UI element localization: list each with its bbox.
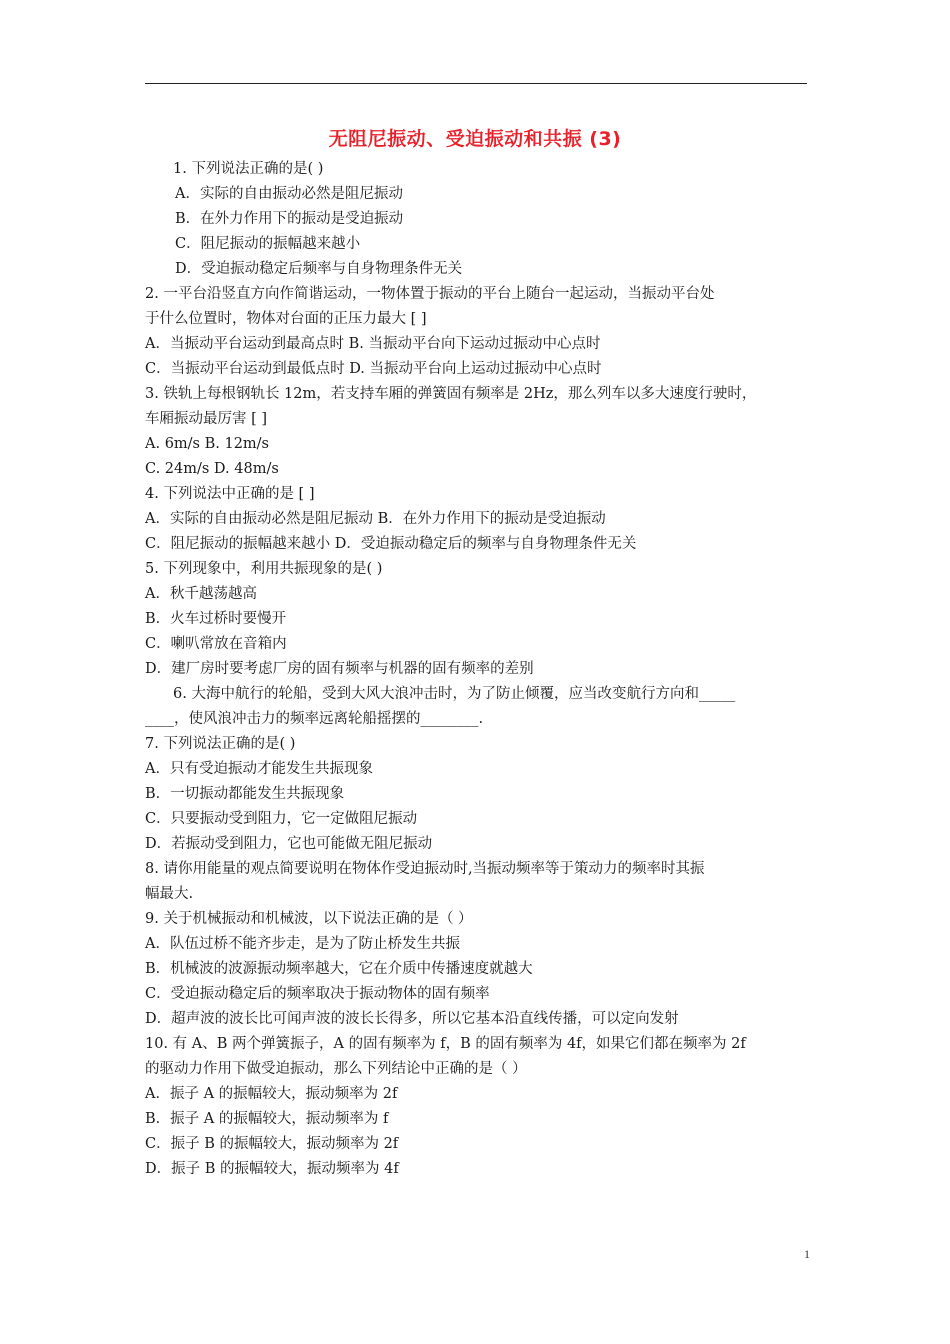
text-line: 车厢振动最厉害 [ ] bbox=[145, 411, 268, 427]
text-line: 4. 下列说法中正确的是 [ ] bbox=[145, 486, 315, 502]
text-line: 2. 一平台沿竖直方向作简谐运动，一物体置于振动的平台上随台一起运动，当振动平台处 bbox=[145, 286, 715, 302]
text-line: 9. 关于机械振动和机械波，以下说法正确的是（ ） bbox=[145, 911, 473, 927]
text-line: D．超声波的波长比可闻声波的波长长得多，所以它基本沿直线传播，可以定向发射 bbox=[145, 1011, 679, 1027]
text-line: 于什么位置时，物体对台面的正压力最大 [ ] bbox=[145, 311, 427, 327]
text-line: B．振子 A 的振幅较大，振动频率为 f bbox=[145, 1111, 389, 1127]
text-line: 1. 下列说法正确的是( ) bbox=[173, 161, 324, 177]
document-title: 无阻尼振动、受迫振动和共振 (3) bbox=[328, 128, 622, 150]
text-line: B．机械波的波源振动频率越大，它在介质中传播速度就越大 bbox=[145, 961, 533, 977]
text-line: C．只要振动受到阻力，它一定做阻尼振动 bbox=[145, 811, 418, 827]
text-line: B．在外力作用下的振动是受迫振动 bbox=[175, 211, 404, 227]
text-line: 6. 大海中航行的轮船，受到大风大浪冲击时，为了防止倾覆，应当改变航行方向和_____ bbox=[173, 686, 736, 702]
text-line: 8. 请你用能量的观点简要说明在物体作受迫振动时,当振动频率等于策动力的频率时其振 bbox=[145, 861, 705, 877]
text-line: D．受迫振动稳定后频率与自身物理条件无关 bbox=[175, 261, 463, 277]
text-line: A．实际的自由振动必然是阻尼振动 bbox=[175, 186, 403, 202]
text-line: C．受迫振动稳定后的频率取决于振动物体的固有频率 bbox=[145, 986, 490, 1002]
text-line: A．当振动平台运动到最高点时 B. 当振动平台向下运动过振动中心点时 bbox=[145, 336, 601, 352]
text-line: C．振子 B 的振幅较大，振动频率为 2f bbox=[145, 1136, 399, 1152]
text-line: B．一切振动都能发生共振现象 bbox=[145, 786, 345, 802]
text-line: 幅最大. bbox=[145, 886, 194, 902]
text-line: 的驱动力作用下做受迫振动，那么下列结论中正确的是（ ） bbox=[145, 1061, 527, 1077]
text-line: B．火车过桥时要慢开 bbox=[145, 611, 287, 627]
page-number: 1 bbox=[804, 1247, 810, 1261]
question-list bbox=[145, 157, 810, 1182]
text-line: A．振子 A 的振幅较大，振动频率为 2f bbox=[145, 1086, 398, 1102]
header-rule bbox=[145, 83, 807, 84]
text-line: A．秋千越荡越高 bbox=[145, 586, 257, 602]
text-line: C．喇叭常放在音箱内 bbox=[145, 636, 287, 652]
text-line: A．只有受迫振动才能发生共振现象 bbox=[145, 761, 373, 777]
text-line: ____，使风浪冲击力的频率远离轮船摇摆的________. bbox=[145, 711, 484, 727]
text-line: A．队伍过桥不能齐步走，是为了防止桥发生共振 bbox=[145, 936, 460, 952]
text-line: A．实际的自由振动必然是阻尼振动 B．在外力作用下的振动是受迫振动 bbox=[145, 511, 606, 527]
text-line: C．当振动平台运动到最低点时 D. 当振动平台向上运动过振动中心点时 bbox=[145, 361, 602, 377]
text-line: D．若振动受到阻力，它也可能做无阻尼振动 bbox=[145, 836, 433, 852]
text-line: A. 6m/s B. 12m/s bbox=[145, 436, 270, 452]
text-line: C．阻尼振动的振幅越来越小 bbox=[175, 236, 361, 252]
text-line: 7. 下列说法正确的是( ) bbox=[145, 736, 296, 752]
text-line: 5. 下列现象中，利用共振现象的是( ) bbox=[145, 561, 383, 577]
text-line: C．阻尼振动的振幅越来越小 D．受迫振动稳定后的频率与自身物理条件无关 bbox=[145, 536, 637, 552]
text-line: 3. 铁轨上每根钢轨长 12m，若支持车厢的弹簧固有频率是 2Hz，那么列车以多大速度行驶时， bbox=[145, 386, 757, 402]
text-line: C. 24m/s D. 48m/s bbox=[145, 461, 279, 477]
text-line: 10. 有 A、B 两个弹簧振子，A 的固有频率为 f，B 的固有频率为 4f，如果它们都在频率为 2f bbox=[145, 1036, 746, 1052]
text-line: D．振子 B 的振幅较大，振动频率为 4f bbox=[145, 1161, 399, 1177]
text-line: D．建厂房时要考虑厂房的固有频率与机器的固有频率的差别 bbox=[145, 661, 534, 677]
